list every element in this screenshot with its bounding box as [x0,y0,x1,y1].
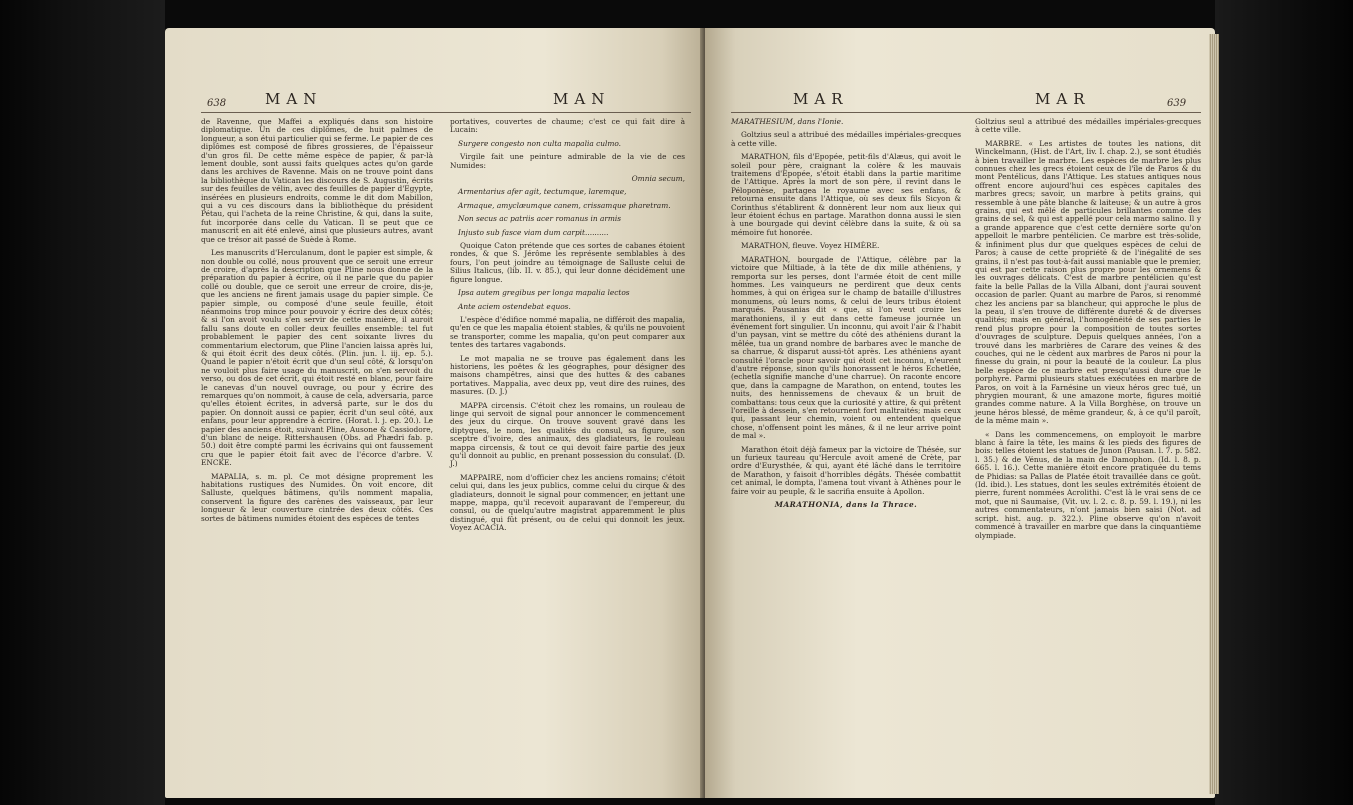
right-column-1 [731,118,961,788]
verse-line: Ipsa autem gregibus per longa mapalia lectos [458,288,630,298]
entry-heading: MARATHONIA, dans la Thrace. [774,500,918,510]
verse-line: Omnia secum, [631,174,685,184]
paragraph: Goltzius seul a attribué des médailles impériales-grecques à cette ville. [731,130,961,148]
paragraph: portatives, couvertes de chaume; c'est ce qui fait dire à Lucain: [450,117,685,135]
right-page-number: 639 [1167,98,1187,109]
left-column-2 [450,118,685,788]
left-header-left: MAN [265,90,323,108]
paragraph: Virgile fait une peinture admirable de la vie de ces Numides: [450,152,685,170]
verse-line: Armentarius afer agit, tectumque, laremque, [458,187,627,197]
verse-line: Ante aciem ostendebat equos. [458,301,571,311]
entry-heading: MARATHESIUM, dans l'Ionie. [731,117,844,126]
paragraph: MAPALIA, s. m. pl. Ce mot désigne proprement les habitations rustiques des Numides. On voit encore, dit Salluste, quelques bâtimens, qu'ils nomment mapalia, conservent la figure des carènes des vaisseaux, par leur longueur & leur couverture cintrée des deux côtés. Ces sortes de bâtimens numides étoient des espèces de tentes [201,471,433,523]
right-column-2 [975,118,1201,788]
paragraph: L'espèce d'édifice nommé mapalia, ne différoit des mapalia, qu'en ce que les mapalia étoient stables, & qu'ils ne pouvoient se transporter, comme les mapalia, qu'on peut comparer aux tentes des tartares vagabonds. [450,314,685,350]
right-header-left: MAR [793,90,849,108]
paragraph: Quoique Caton prétende que ces sortes de cabanes étoient rondes, & que S. Jérôme les représente semblables à des fours, l'on peut joindre au témoignage de Salluste celui de Silius Italicus, (lib. II. v. 85.), qui leur donne décidément une figure longue. [450,241,685,284]
left-page [165,28,705,798]
paragraph: Marathon étoit déjà fameux par la victoire de Thésée, sur un furieux taureau qu'Hercule avoit amené de Crète, par ordre d'Eurysthée, & qui, ayant été lâché dans le territoire de Marathon, y faisoit d'horribles dégâts. Thésée combattit cet animal, le dompta, l'amena tout vivant à Athènes pour le faire voir au peuple, & le sacrifia ensuite à Apollon. [731,444,961,496]
page-edges [1209,34,1219,794]
verse-line: Non secus ac patriis acer romanus in armis [458,214,622,224]
paragraph: MARBRE. « Les artistes de toutes les nations, dit Winckelmann, (Hist. de l'Art, liv. I. chap. 2.), se sont étudiés à bien travailler le marbre. Les espèces de marbre les plus connues chez les grecs étoient ceux de l'île de Paros & du mont Pentélicus, dans l'Attique. Les statues antiques nous offrent encore aujourd'hui ces espèces capitales des marbres grecs; savoir, un marbre à petits grains, qui ressemble à une pâte blanche & laiteuse; & un autre à gros grains, qui est mêlé de particules brillantes comme des grains de sel, & qui est appellé pour cela marmo salino. Il y a grande apparence que c'est cette dernière sorte qu'on appelloit le marbre pentélicien. Ce marbre est très-solide, & infiniment plus dur que quelques espèces de celui de Paros; à cause de cette propriété & de l'inégalité de ses grains, il n'est pas tout-à-fait aussi maniable que le premier, qui est par cette raison plus propre pour les ornemens & les ouvrages délicats. C'est de marbre pentélicien qu'est faite la belle Pallas de la Villa Albani, dont j'aurai souvent occasion de parler. Quant au marbre de Paros, si renommé chez les anciens par sa blancheur, qui approche le plus de la peau, il s'en trouve de différente dureté & de diverses qualités; mais en général, l'homogénéité de ses parties le rend plus propre pour la composition de toutes sortes d'ouvrages de sculpture. Depuis quelques années, l'on a trouvé dans les marbrières de Carare des veines & des couches, qui ne le cèdent aux marbres de Paros ni pour la finesse du grain, ni pour la beauté de la couleur. La plus belle espèce de ce marbre est presqu'aussi dure que le porphyre. Parmi plusieurs statues exécutées en marbre de Paros, on voit à la Farnésine un vieux héros grec tué, un phrygien mourant, & une amazone morte, figures moitié grandes comme nature. A la Villa Borghèse, on trouve un jeune héros blessé, de même grandeur, &, à ce qu'il paroît, de la même main ». [975,138,1201,426]
paragraph: MAPPAIRE, nom d'officier chez les anciens romains; c'étoit celui qui, dans les jeux publics, comme celui du cirque & des gladiateurs, donnoit le signal pour commencer, en jettant une mappe, mappa, qu'il recevoit auparavant de l'empereur, du consul, ou de quelqu'autre magistrat apparemment le plus distingué, qui fût présent, ou de celui qui donnoit les jeux. Voyez ACACIA. [450,472,685,533]
book-cover-left [0,0,165,805]
paragraph: Les manuscrits d'Herculanum, dont le papier est simple, & non double ou collé, nous prouvent que ce seroit une erreur de croire, d'après la description que Pline nous donne de la préparation du papier à écrire, où il ne parle que du papier collé ou double, que ce seroit une erreur de croire, dis-je, que les anciens ne firent jamais usage du papier simple. Ce papier simple, ou composé d'une seule feuille, étoit néanmoins trop mince pour pouvoir y écrire des deux côtés; & si l'on avoit voulu s'en servir de cette manière, il auroit fallu sans doute en coller deux feuilles ensemble: tel fut probablement le papier des cent soixante livres du commentarium electorum, que Pline l'ancien laissa après lui, & qui étoit écrit des deux côtés. (Plin. jun. l. iij. ep. 5.). Quand le papier n'étoit écrit que d'un seul côté, & lorsqu'on ne vouloit plus faire usage du manuscrit, on s'en servoit du verso, ou dos de cet écrit, qui étoit resté en blanc, pour faire le canevas d'un nouvel ouvrage, ou pour y écrire des remarques qu'on nommoit, à cause de cela, adversaria, parce qu'elles étoient écrites, in adversâ parte, sur le dos du papier. On donnoit aussi ce papier, écrit d'un seul côté, aux enfans, pour leur apprendre à écrire. (Horat. l. j. ep. 20.). Le papier des anciens étoit, suivant Pline, Ausone & Cassiodore, d'un blanc de neige. Rittershausen (Obs. ad Phædri fab. p. 50.) doit être compté parmi les écrivains qui ont faussement cru que le papier étoit fait avec de l'écorce d'arbre. V. ENCKE. [201,248,433,468]
paragraph: de Ravenne, que Maffei a expliqués dans son histoire diplomatique. Un de ces diplômes, de huit palmes de longueur, a son étui particulier qui se ferme. Le papier de ces diplômes est composé de fibres grossieres, de l'épaisseur d'un gros fil. De cette même espèce de papier, & par-là lement double, sont aussi faits quelques actes qu'on garde dans les archives de Ravenne. Mais on ne trouve point dans la bibliothèque du Vatican les discours de S. Augustin, écrits sur des feuilles de vélin, avec des feuilles de papier d'Egypte, insérées en plusieurs endroits, comme le dit dom Mabillon, qui a vu ces discours dans la bibliothèque du président Pétau, qui l'acheta de la reine Christine, & qui, dans la suite, fut incorporée dans celle du Vatican. Il se peut que ce manuscrit en ait été enlevé, ainsi que plusieurs autres, avant que ce trésor ait passé de Suède à Rome. [201,117,433,244]
right-page [705,28,1215,798]
book-cover-right [1215,0,1353,805]
paragraph: MAPPA circensis. C'étoit chez les romains, un rouleau de linge qui servoit de signal pour annoncer le commencement des jeux du cirque. On trouve souvent gravé dans les diptyques, le nom, les qualités du consul, sa figure, son sceptre d'ivoire, des animaux, des gladiateurs, le rouleau mappa circensis, & tout ce qui devoit faire partie des jeux qu'il donnoit au public, en prenant possession du consulat. (D. J.) [450,400,685,469]
left-column-1 [201,118,433,788]
paragraph: « Dans les commencemens, on employoit le marbre blanc à faire la tête, les mains & les pieds des figures de bois: telles étoient les statues de Junon (Pausan. l. 7. p. 582. l. 35.) & de Vénus, de la main de Damophon. (Id. l. 8. p. 665. l. 16.). Cette manière étoit encore pratiquée du tems de Phidias: sa Pallas de Platée étoit travaillée dans ce goût. (Id. ibid.). Les statues, dont les seules extrémités étoient de pierre, furent nommées Acrolithi. C'est là le vrai sens de ce mot, que ni Saumaise, (Vit. uv. l. 2. c. 8. p. 59. l. 19.), ni les autres commentateurs, n'ont jamais bien saisi (Not. ad script. hist. aug. p. 322.). Pline observe qu'on n'avoit commencé à travailler en marbre que dans la cinquantième olympiade. [975,429,1201,540]
paragraph: MARATHON, fleuve. Voyez HIMÈRE. [741,241,880,251]
left-page-number: 638 [207,98,227,109]
paragraph: MARATHON, bourgade de l'Attique, célèbre par la victoire que Miltiade, à la tête de dix mille athéniens, y remporta sur les perses, dont l'armée étoit de cent mille hommes. Les vainqueurs ne perdirent que deux cents hommes, à qui on érigea sur le champ de bataille d'illustres monumens, où leurs noms, & celui de leurs tribus étoient marqués. Pausanias dit « que, si l'on veut croire les marathoniens, il y eut dans cette fameuse journée un événement fort singulier. Un inconnu, qui avoit l'air & l'habit d'un paysan, vint se mettre du côté des athéniens durant la mêlée, tua un grand nombre de barbares avec le manche de sa charrue, & disparut aussi-tôt après. Les athéniens ayant consulté l'oracle pour savoir qui étoit cet inconnu, n'eurent d'autre réponse, sinon qu'ils honorassent le héros Echetlée, (echetla signifie manche d'une charrue). On raconte encore que, dans la campagne de Marathon, on entend, toutes les nuits, des hennissemens de chevaux & un bruit de combattans: tous ceux que la curiosité y attire, & qui prêtent l'oreille à dessein, s'en retournent fort maltraités; mais ceux qui, passant leur chemin, voient ou entendent quelque chose, n'offensent point les mânes, & il ne leur arrive point de mal ». [731,254,961,441]
verse-line: Injusto sub fasce viam dum carpit.......... [458,227,609,237]
verse-line: Surgere congesto non culta mapalia culmo. [458,138,622,148]
verse-line: Armaque, amyclæumque canem, crissamque pharetram. [458,200,671,210]
right-header-rule [731,112,1201,113]
paragraph: Le mot mapalia ne se trouve pas également dans les historiens, les poëtes & les géographes, pour désigner des maisons champêtres, ainsi que des huttes & des cabanes portatives. Mappalia, avec deux pp, veut dire des ruines, des masures. (D. J.) [450,353,685,397]
paragraph: Goltzius seul a attribué des médailles impériales-grecques à cette ville. [975,117,1201,135]
paragraph: MARATHON, fils d'Epopée, petit-fils d'Alæus, qui avoit le soleil pour père, craignant la colère & les mauvais traitemens d'Epopée, s'étoit établi dans la partie maritime de l'Attique. Après la mort de son père, il revint dans le Péloponèse, partagea le royaume avec ses enfans, & retourna ensuite dans l'Attique, où ses deux fils Sicyon & Corinthus s'établirent & donnèrent leur nom aux lieux qui leur étoient échus en partage. Marathon donna aussi le sien à une bourgade qui devint célèbre dans la suite, & où sa mémoire fut honorée. [731,152,961,237]
left-header-right: MAN [553,90,611,108]
right-header-right: MAR [1035,90,1091,108]
left-header-rule [201,112,691,113]
